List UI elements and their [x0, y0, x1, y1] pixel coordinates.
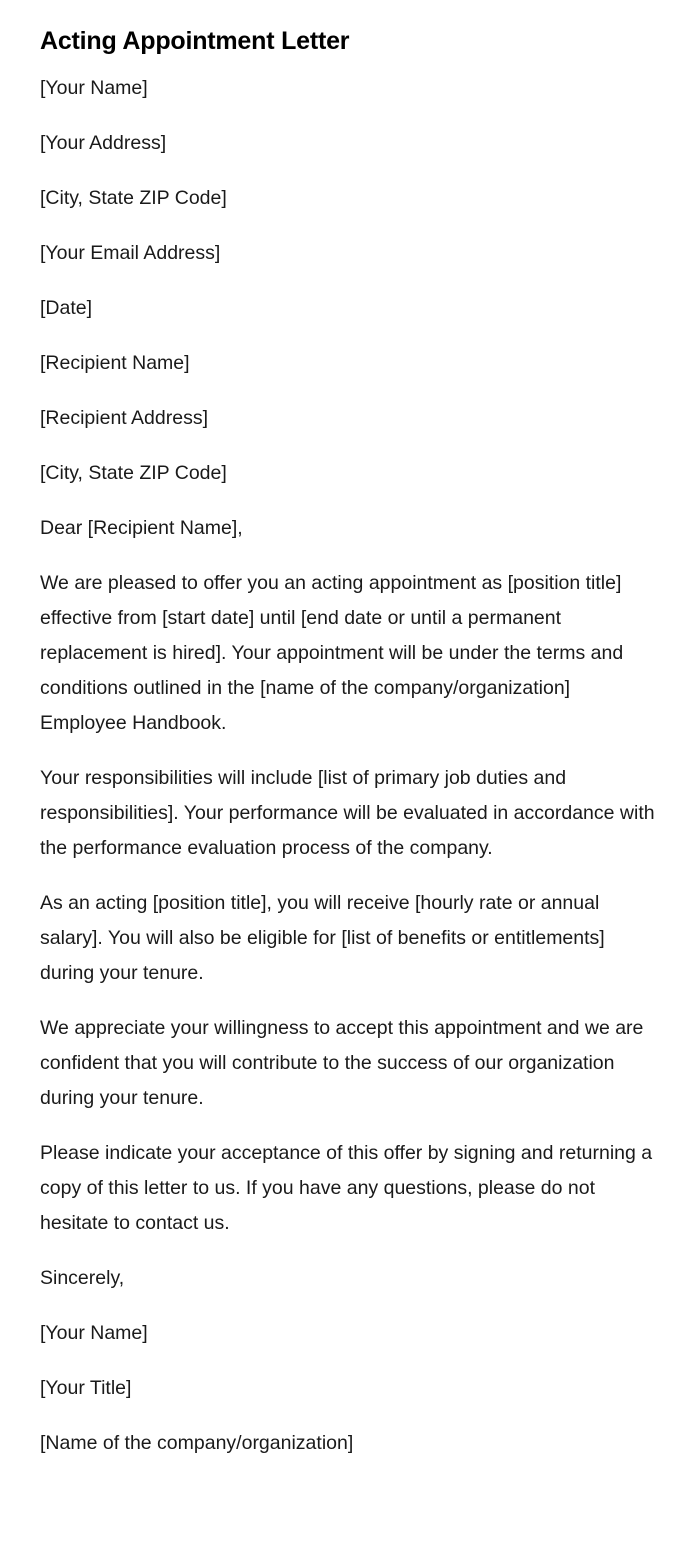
- sender-email: [Your Email Address]: [40, 242, 221, 264]
- closing: Sincerely,: [40, 1267, 125, 1289]
- recipient-city-state-zip: [City, State ZIP Code]: [40, 462, 227, 484]
- salutation: Dear [Recipient Name],: [40, 517, 243, 539]
- recipient-address: [Recipient Address]: [40, 407, 209, 429]
- page-title: Acting Appointment Letter: [40, 27, 350, 55]
- body-paragraph-acceptance: Please indicate your acceptance of this offer by signing and returning a copy of this letter to us. If you have any questions, please do not hesitate to contact us.: [40, 1142, 653, 1234]
- recipient-name: [Recipient Name]: [40, 352, 190, 374]
- body-paragraph-offer: We are pleased to offer you an acting appointment as [position title] effective from [start date] until [end date or until a permanent replacement is hired]. Your appointment will be under the terms and conditions outlined in the [name of the company/organization] Employee Handbook.: [40, 572, 624, 734]
- body-paragraph-appreciation: We appreciate your willingness to accept this appointment and we are confident that you will contribute to the success of our organization during your tenure.: [40, 1017, 644, 1109]
- sender-name: [Your Name]: [40, 77, 148, 99]
- signature-organization: [Name of the company/organization]: [40, 1432, 354, 1454]
- signature-title: [Your Title]: [40, 1377, 132, 1399]
- sender-address: [Your Address]: [40, 132, 167, 154]
- body-paragraph-responsibilities: Your responsibilities will include [list of primary job duties and responsibilities]. Your performance will be evaluated in accordance with the performance evaluation process of the company.: [40, 767, 655, 859]
- sender-city-state-zip: [City, State ZIP Code]: [40, 187, 227, 209]
- body-paragraph-compensation: As an acting [position title], you will receive [hourly rate or annual salary]. You will also be eligible for [list of benefits or entitlements] during your tenure.: [40, 892, 605, 984]
- letter-date: [Date]: [40, 297, 93, 319]
- signature-name: [Your Name]: [40, 1322, 148, 1344]
